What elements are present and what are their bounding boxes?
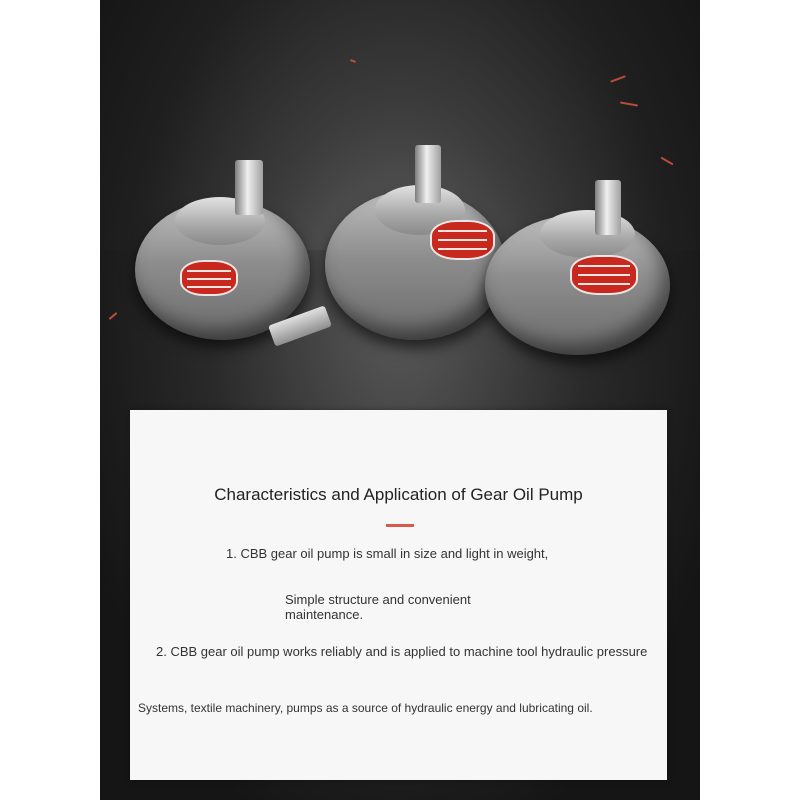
- info-card: [130, 410, 667, 780]
- gear-pump-right: [485, 180, 685, 360]
- spark: [350, 59, 356, 63]
- spark: [610, 75, 626, 82]
- feature-line-4: Systems, textile machinery, pumps as a source of hydraulic energy and lubricating oil.: [138, 701, 593, 715]
- accent-divider: [386, 524, 414, 527]
- feature-line-2: Simple structure and convenient maintenance.: [285, 592, 471, 622]
- spark: [620, 101, 638, 106]
- page-title: Characteristics and Application of Gear Oil Pump: [214, 485, 583, 504]
- spark: [660, 157, 673, 166]
- feature-line-1: 1. CBB gear oil pump is small in size and light in weight,: [226, 546, 549, 561]
- feature-line-3: 2. CBB gear oil pump works reliably and is applied to machine tool hydraulic pressure: [156, 644, 648, 659]
